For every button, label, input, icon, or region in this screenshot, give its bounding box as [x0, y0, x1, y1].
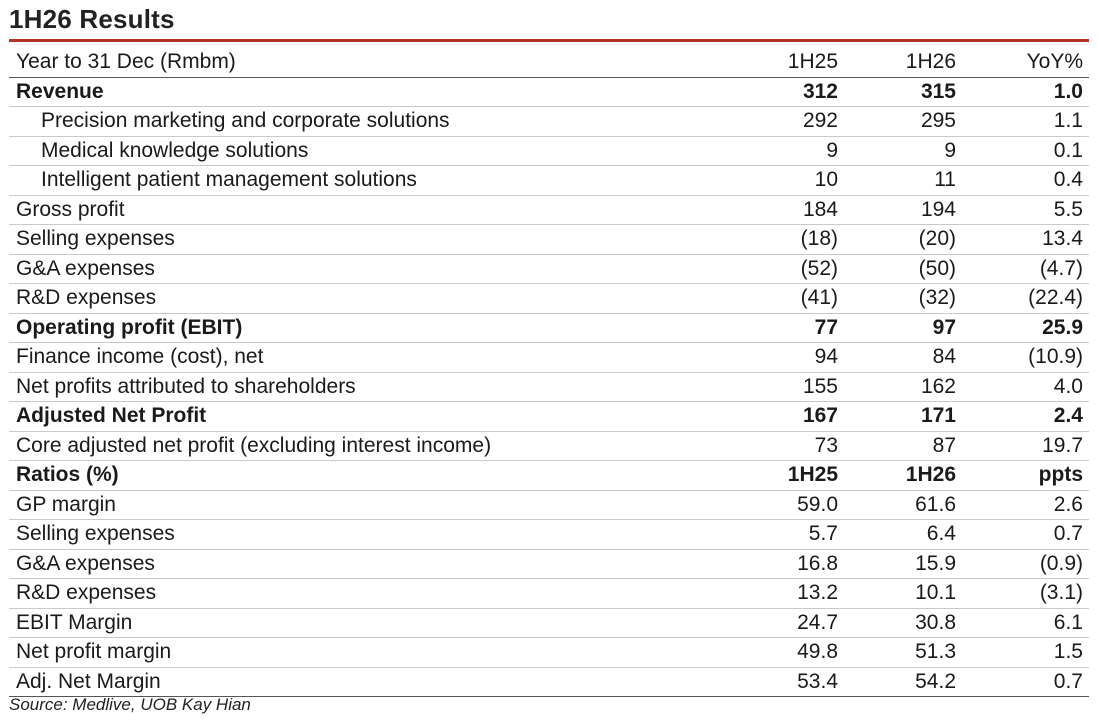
- table-row: [9, 549, 1089, 579]
- table-row: [9, 372, 1089, 402]
- row-value-1h25: 184: [739, 195, 844, 225]
- row-label: Gross profit: [9, 195, 739, 225]
- table-row: [9, 136, 1089, 166]
- row-label: Core adjusted net profit (excluding interest income): [9, 431, 739, 461]
- row-value-1h25: 292: [739, 107, 844, 137]
- table-row: [9, 638, 1089, 668]
- table-row: [9, 313, 1089, 343]
- row-label: Ratios (%): [9, 461, 739, 491]
- row-label: Medical knowledge solutions: [9, 136, 739, 166]
- table-row: [9, 166, 1089, 196]
- row-label: EBIT Margin: [9, 608, 739, 638]
- row-value-yoy: 0.7: [962, 520, 1089, 550]
- row-label: Operating profit (EBIT): [9, 313, 739, 343]
- row-value-yoy: 2.4: [962, 402, 1089, 432]
- row-value-1h25: 49.8: [739, 638, 844, 668]
- row-value-1h25: 77: [739, 313, 844, 343]
- table-row: [9, 667, 1089, 697]
- row-value-1h25: 16.8: [739, 549, 844, 579]
- table-row: [9, 579, 1089, 609]
- row-value-yoy: 6.1: [962, 608, 1089, 638]
- table-row: [9, 254, 1089, 284]
- row-label: Selling expenses: [9, 225, 739, 255]
- row-value-1h25: 5.7: [739, 520, 844, 550]
- row-label: Precision marketing and corporate solutions: [9, 107, 739, 137]
- row-value-yoy: 19.7: [962, 431, 1089, 461]
- row-value-yoy: 1.1: [962, 107, 1089, 137]
- row-value-1h26: 295: [844, 107, 962, 137]
- row-label: Net profits attributed to shareholders: [9, 372, 739, 402]
- row-value-1h25: (41): [739, 284, 844, 314]
- row-value-1h25: 9: [739, 136, 844, 166]
- table-row: [9, 343, 1089, 373]
- row-value-1h25: (52): [739, 254, 844, 284]
- row-value-1h26: 194: [844, 195, 962, 225]
- row-value-yoy: (0.9): [962, 549, 1089, 579]
- row-value-1h26: 315: [844, 77, 962, 107]
- row-value-1h25: 73: [739, 431, 844, 461]
- row-value-1h26: 84: [844, 343, 962, 373]
- row-value-yoy: 0.1: [962, 136, 1089, 166]
- header-label: Year to 31 Dec (Rmbm): [9, 48, 739, 77]
- row-label: Selling expenses: [9, 520, 739, 550]
- row-label: Adj. Net Margin: [9, 667, 739, 697]
- row-value-1h26: 61.6: [844, 490, 962, 520]
- row-value-yoy: 1.5: [962, 638, 1089, 668]
- row-label: GP margin: [9, 490, 739, 520]
- header-col-1h25: 1H25: [739, 48, 844, 77]
- row-value-yoy: ppts: [962, 461, 1089, 491]
- row-value-yoy: (3.1): [962, 579, 1089, 609]
- table-row: [9, 490, 1089, 520]
- row-value-1h26: 6.4: [844, 520, 962, 550]
- page-title: 1H26 Results: [9, 4, 175, 34]
- row-value-yoy: (22.4): [962, 284, 1089, 314]
- row-value-1h25: 155: [739, 372, 844, 402]
- source-note: Source: Medlive, UOB Kay Hian: [9, 695, 251, 714]
- row-value-yoy: (10.9): [962, 343, 1089, 373]
- row-value-1h26: 87: [844, 431, 962, 461]
- row-value-yoy: 1.0: [962, 77, 1089, 107]
- row-label: R&D expenses: [9, 579, 739, 609]
- row-value-1h26: 9: [844, 136, 962, 166]
- row-value-1h25: 1H25: [739, 461, 844, 491]
- table-row: [9, 431, 1089, 461]
- row-label: Finance income (cost), net: [9, 343, 739, 373]
- row-value-1h26: 171: [844, 402, 962, 432]
- row-value-1h25: 59.0: [739, 490, 844, 520]
- row-label: Adjusted Net Profit: [9, 402, 739, 432]
- row-value-1h25: 24.7: [739, 608, 844, 638]
- row-value-1h26: 51.3: [844, 638, 962, 668]
- results-table: [9, 48, 1089, 697]
- row-label: Net profit margin: [9, 638, 739, 668]
- header-col-1h26: 1H26: [844, 48, 962, 77]
- row-value-1h26: 11: [844, 166, 962, 196]
- row-value-yoy: 0.7: [962, 667, 1089, 697]
- table-row: [9, 402, 1089, 432]
- row-value-1h26: (32): [844, 284, 962, 314]
- table-header-row: [9, 48, 1089, 77]
- table-row: [9, 284, 1089, 314]
- row-value-1h26: 10.1: [844, 579, 962, 609]
- row-value-1h26: 30.8: [844, 608, 962, 638]
- table-row: [9, 77, 1089, 107]
- row-value-yoy: 5.5: [962, 195, 1089, 225]
- row-label: G&A expenses: [9, 254, 739, 284]
- row-value-1h25: 13.2: [739, 579, 844, 609]
- row-value-1h26: (20): [844, 225, 962, 255]
- row-value-yoy: 2.6: [962, 490, 1089, 520]
- row-label: Intelligent patient management solutions: [9, 166, 739, 196]
- row-value-1h26: (50): [844, 254, 962, 284]
- row-value-1h26: 15.9: [844, 549, 962, 579]
- title-divider: [9, 39, 1089, 42]
- row-value-1h26: 97: [844, 313, 962, 343]
- table-row: [9, 225, 1089, 255]
- row-value-1h25: (18): [739, 225, 844, 255]
- header-col-yoy: YoY%: [962, 48, 1089, 77]
- row-value-yoy: 25.9: [962, 313, 1089, 343]
- table-row: [9, 195, 1089, 225]
- row-label: G&A expenses: [9, 549, 739, 579]
- table-row: [9, 520, 1089, 550]
- row-value-1h26: 1H26: [844, 461, 962, 491]
- row-value-1h25: 10: [739, 166, 844, 196]
- row-value-1h25: 53.4: [739, 667, 844, 697]
- table-row: [9, 461, 1089, 491]
- row-value-1h25: 94: [739, 343, 844, 373]
- row-label: Revenue: [9, 77, 739, 107]
- table-row: [9, 608, 1089, 638]
- row-value-1h26: 162: [844, 372, 962, 402]
- table-row: [9, 107, 1089, 137]
- row-value-yoy: 13.4: [962, 225, 1089, 255]
- row-value-yoy: 4.0: [962, 372, 1089, 402]
- row-value-1h26: 54.2: [844, 667, 962, 697]
- row-value-1h25: 167: [739, 402, 844, 432]
- row-value-yoy: (4.7): [962, 254, 1089, 284]
- row-label: R&D expenses: [9, 284, 739, 314]
- row-value-1h25: 312: [739, 77, 844, 107]
- row-value-yoy: 0.4: [962, 166, 1089, 196]
